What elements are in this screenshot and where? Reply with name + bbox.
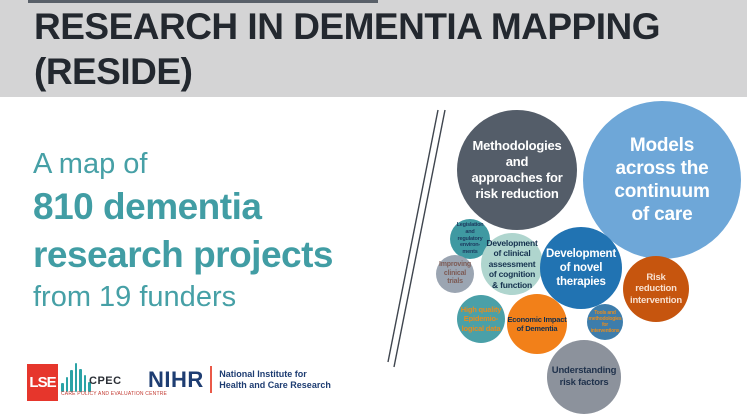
bubble-models-continuum-care: Models across the continuum of care (583, 101, 741, 259)
intro-headline-line1: 810 dementia (33, 186, 262, 227)
nihr-divider-bar (210, 366, 213, 393)
nihr-tagline (219, 369, 331, 391)
bubble-development-novel-therapies: Development of novel therapies (540, 227, 622, 309)
bubble-methodologies-risk-reduction: Methodologies and approaches for risk reduction (457, 110, 577, 230)
page-title-line1: RESEARCH IN DEMENTIA MAPPING (34, 6, 661, 47)
nihr-logo (148, 366, 331, 393)
intro-suffix: from 19 funders (33, 281, 237, 313)
intro-prefix: A map of (33, 148, 148, 180)
bubble-high-quality-epidemiological-data: High quality Epidemio- logical data (457, 295, 505, 343)
lse-logo (27, 364, 58, 401)
bubble-improving-clinical-trials: Improving clinical trials (436, 255, 474, 293)
cpec-logo-text: CPEC (89, 375, 122, 387)
nihr-tagline-line2: Health and Care Research (219, 379, 331, 390)
nihr-logo-text: NIHR (148, 366, 204, 392)
bubble-tools-methodologies-interventions: Tools and methodologies for interventions (587, 304, 623, 340)
intro-headline-line2: research projects (33, 234, 334, 275)
bubble-clinical-assessment-cognition: Development of clinical assessment of cognition & function (481, 233, 543, 295)
cpec-logo-subtitle: CARE POLICY AND EVALUATION CENTRE (61, 391, 168, 397)
bubble-understanding-risk-factors: Understanding risk factors (547, 340, 621, 414)
page-title-line2: (RESIDE) (34, 51, 193, 92)
cpec-bars-icon (61, 363, 91, 392)
bubble-economic-impact-dementia: Economic Impact of Dementia (507, 294, 567, 354)
lse-logo-text: LSE (29, 374, 56, 391)
nihr-tagline-line1: National Institute for (219, 368, 307, 379)
bubble-legislation-regulatory-environments: Legislation and regulatory environ- ments (450, 219, 490, 259)
bubble-risk-reduction-intervention: Risk reduction intervention (623, 256, 689, 322)
